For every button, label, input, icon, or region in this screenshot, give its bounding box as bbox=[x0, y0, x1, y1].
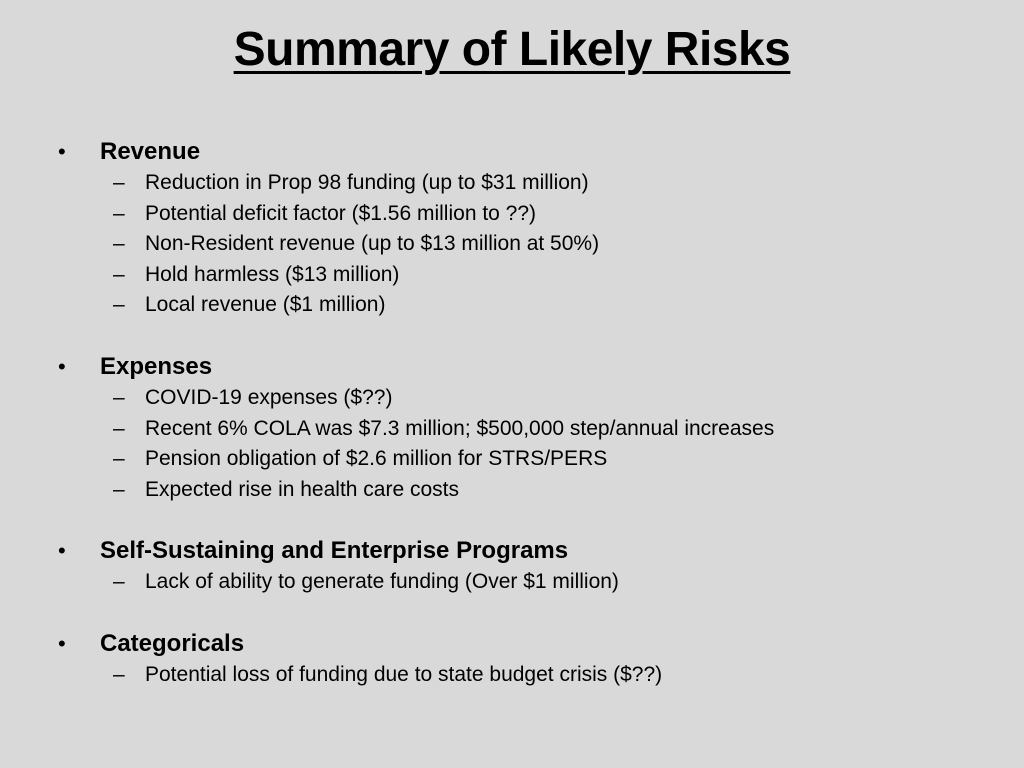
dash-icon: – bbox=[113, 570, 125, 594]
list-item bbox=[58, 567, 988, 598]
list-item-text: Lack of ability to generate funding (Over $1 million) bbox=[145, 570, 619, 594]
list-item bbox=[58, 229, 988, 260]
section-expenses bbox=[58, 351, 988, 505]
section-header bbox=[58, 535, 988, 567]
list-item-text: Expected rise in health care costs bbox=[145, 477, 459, 501]
section-header bbox=[58, 136, 988, 168]
list-item-text: Local revenue ($1 million) bbox=[145, 293, 386, 317]
subitem-list bbox=[58, 567, 988, 598]
dash-icon: – bbox=[113, 262, 125, 286]
subitem-list bbox=[58, 660, 988, 691]
list-item-text: Recent 6% COLA was $7.3 million; $500,000 step/annual increases bbox=[145, 416, 775, 440]
list-item bbox=[58, 475, 988, 506]
list-item-text: Potential loss of funding due to state budget crisis ($??) bbox=[145, 662, 663, 686]
list-item bbox=[58, 660, 988, 691]
list-item bbox=[58, 199, 988, 230]
dash-icon: – bbox=[113, 201, 125, 225]
dash-icon: – bbox=[113, 662, 125, 686]
dash-icon: – bbox=[113, 293, 125, 317]
section-label: Revenue bbox=[100, 138, 201, 165]
list-item bbox=[58, 414, 988, 445]
section-header bbox=[58, 351, 988, 383]
list-item-text: Hold harmless ($13 million) bbox=[145, 262, 400, 286]
dash-icon: – bbox=[113, 416, 125, 440]
list-item bbox=[58, 168, 988, 199]
subitem-list bbox=[58, 383, 988, 505]
list-item bbox=[58, 383, 988, 414]
section-self-sustaining bbox=[58, 535, 988, 598]
section-label: Expenses bbox=[100, 352, 213, 380]
section-categoricals bbox=[58, 628, 988, 691]
dash-icon: – bbox=[113, 477, 125, 501]
bullet-icon: • bbox=[58, 630, 66, 656]
dash-icon: – bbox=[113, 447, 125, 471]
section-label: Self-Sustaining and Enterprise Programs bbox=[100, 537, 569, 565]
subitem-list bbox=[58, 168, 988, 321]
list-item bbox=[58, 444, 988, 475]
bullet-icon: • bbox=[58, 538, 66, 564]
list-item-text: Potential deficit factor ($1.56 million to ??) bbox=[145, 201, 537, 225]
dash-icon: – bbox=[113, 232, 125, 256]
dash-icon: – bbox=[113, 385, 125, 409]
section-label: Categoricals bbox=[100, 629, 245, 657]
list-item-text: Pension obligation of $2.6 million for STRS/PERS bbox=[145, 447, 608, 471]
dash-icon: – bbox=[113, 171, 125, 194]
section-revenue bbox=[58, 136, 988, 321]
slide-title: Summary of Likely Risks bbox=[233, 23, 791, 76]
section-header bbox=[58, 628, 988, 660]
list-item-text: COVID-19 expenses ($??) bbox=[145, 385, 393, 409]
list-item bbox=[58, 290, 988, 321]
risk-list bbox=[58, 136, 988, 721]
list-item bbox=[58, 260, 988, 291]
bullet-icon: • bbox=[58, 353, 66, 379]
bullet-icon: • bbox=[58, 139, 66, 164]
list-item-text: Reduction in Prop 98 funding (up to $31 million) bbox=[145, 171, 589, 194]
list-item-text: Non-Resident revenue (up to $13 million at 50%) bbox=[145, 232, 600, 256]
